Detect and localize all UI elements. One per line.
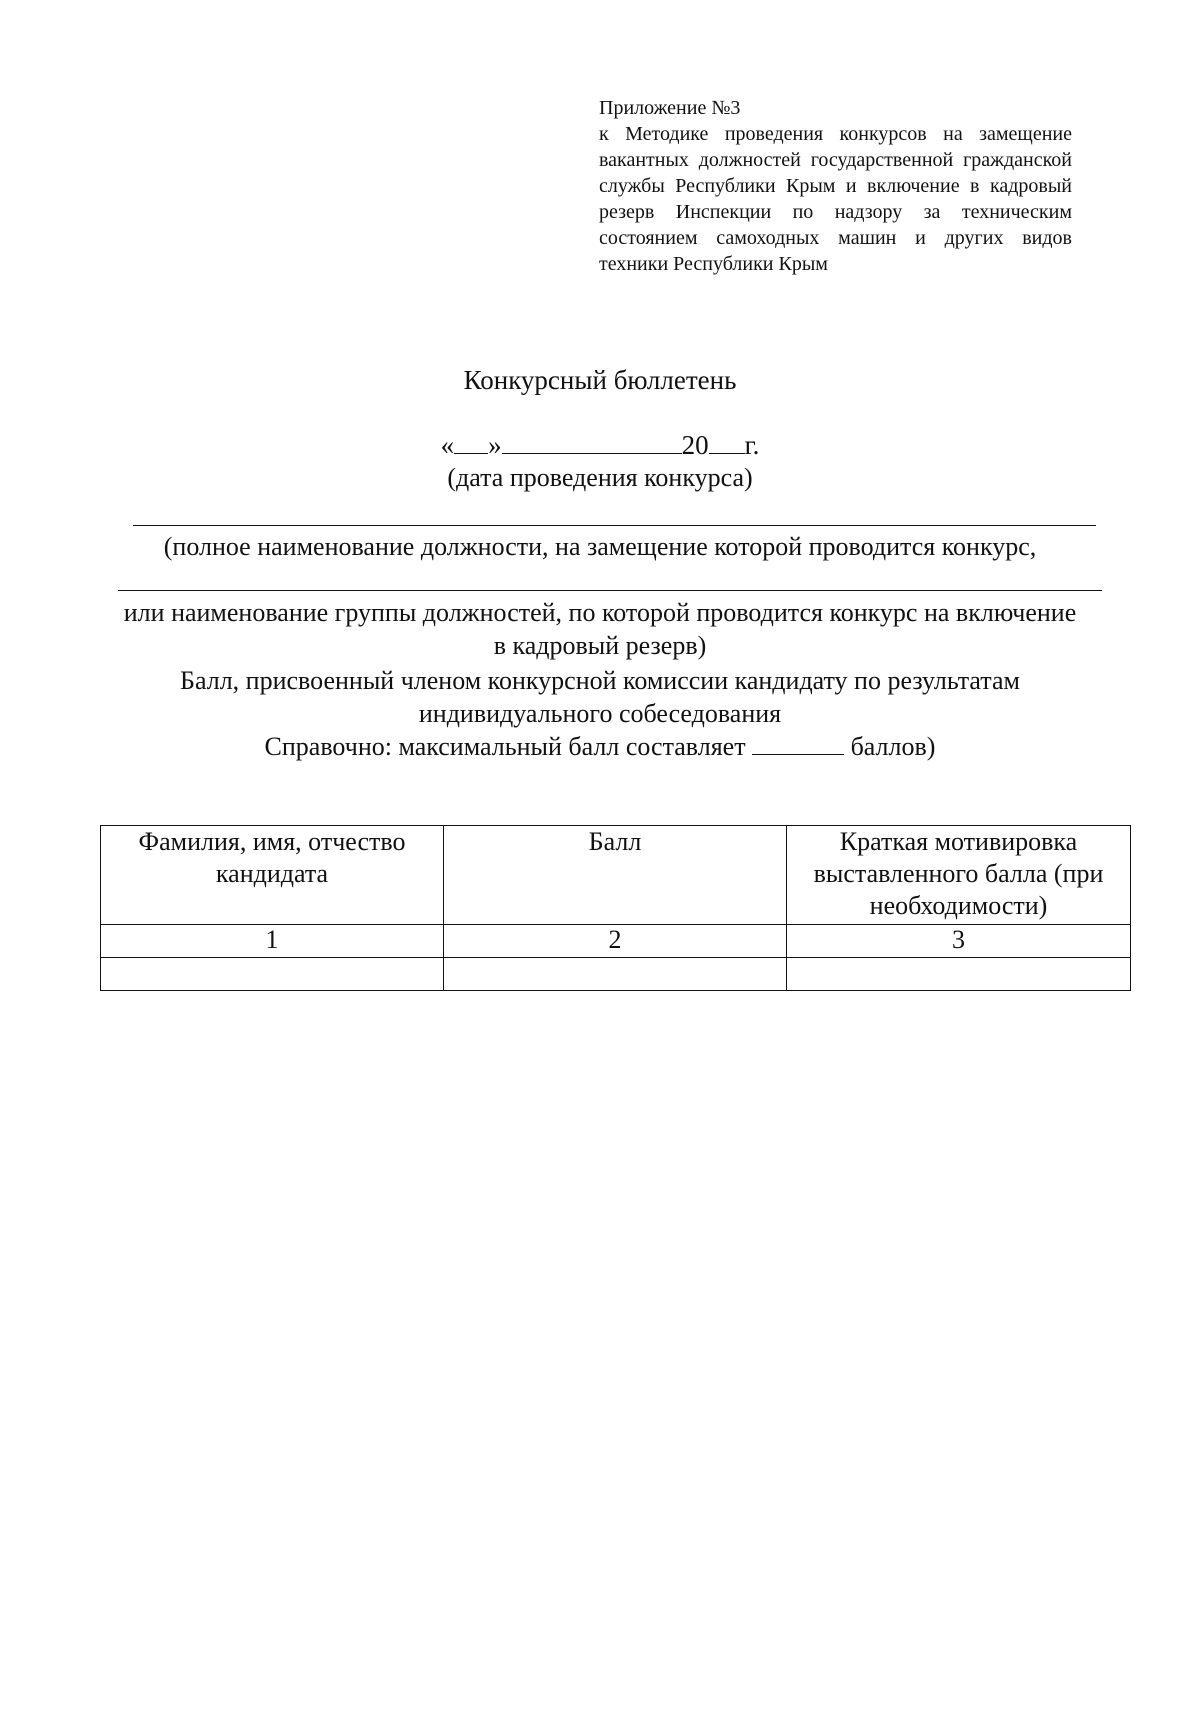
candidate-name-cell[interactable] [101, 958, 444, 991]
score-cell[interactable] [444, 958, 787, 991]
motivation-cell[interactable] [787, 958, 1131, 991]
ballot-table [100, 825, 1131, 991]
position-underline [133, 525, 1096, 526]
column-number-3: 3 [787, 925, 1131, 958]
date-line [0, 428, 1200, 462]
ballot-title: Конкурсный бюллетень [463, 365, 737, 395]
appendix-title: Приложение №3 [599, 97, 741, 119]
appendix-note [599, 95, 1072, 277]
month-blank [502, 429, 682, 454]
year-prefix: 20 [681, 430, 709, 460]
position-caption: (полное наименование должности, на замещение которой проводится конкурс, [163, 532, 1037, 561]
table-row [101, 958, 1131, 991]
group-underline [118, 590, 1102, 591]
table-number-row [101, 925, 1131, 958]
column-number-2: 2 [444, 925, 787, 958]
header-candidate-name: Фамилия, имя, отчество кандидата [101, 826, 444, 925]
header-motivation: Краткая мотивировка выставленного балла (при необходимости) [787, 826, 1131, 925]
reference-suffix: баллов) [850, 732, 936, 761]
score-caption: Балл, присвоенный членом конкурсной комиссии кандидату по результатам индивидуального собеседования [180, 666, 1020, 728]
header-score: Балл [444, 826, 787, 925]
close-quote: » [488, 430, 502, 460]
table-header-row [101, 826, 1131, 925]
max-score-blank [752, 732, 844, 755]
appendix-body: к Методике проведения конкурсов на замещение вакантных должностей государственной гражданской службы Республики Крым и включение в кадровый резерв Инспекции по надзору за техническим состоянием самоходных машин и других видов техники Республики Крым [599, 123, 1072, 275]
reference-prefix: Справочно: максимальный балл составляет [264, 732, 746, 761]
reference-line [0, 730, 1200, 764]
column-number-1: 1 [101, 925, 444, 958]
date-caption: (дата проведения конкурса) [447, 463, 753, 492]
day-blank [454, 429, 488, 454]
group-caption: или наименование группы должностей, по которой проводится конкурс на включение в кадровый резерв) [123, 598, 1077, 660]
open-quote: « [440, 430, 455, 460]
year-suffix: г. [744, 430, 760, 460]
year-blank [709, 429, 745, 454]
